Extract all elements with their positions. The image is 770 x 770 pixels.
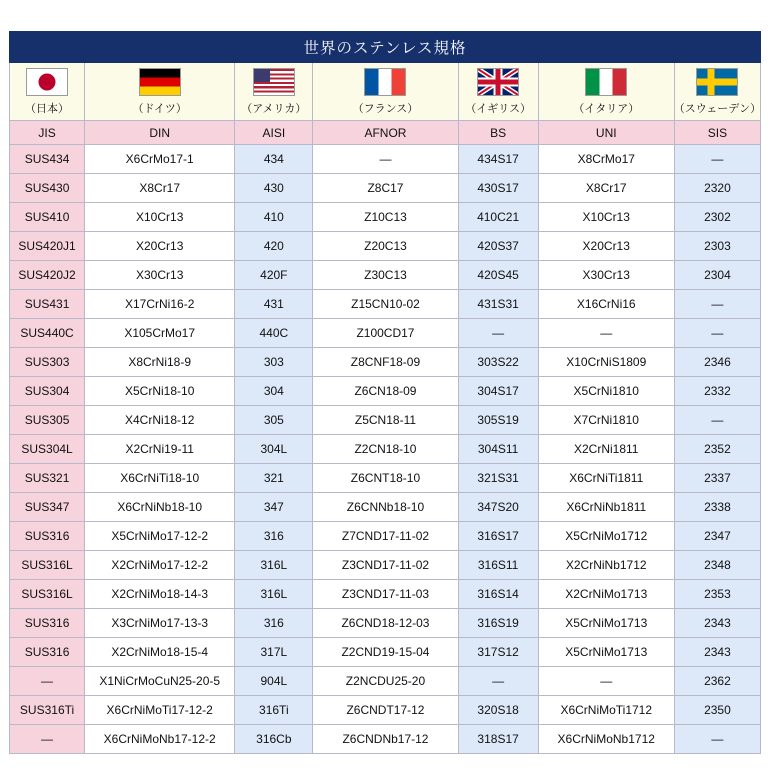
cell-afnor: Z6CNT18-10 — [313, 464, 458, 493]
cell-aisi: 321 — [235, 464, 313, 493]
flag-cell-italy — [538, 63, 674, 121]
cell-aisi: 316 — [235, 609, 313, 638]
cell-uni: X30Cr13 — [538, 261, 674, 290]
cell-aisi: 317L — [235, 638, 313, 667]
cell-uni: X8Cr17 — [538, 174, 674, 203]
table-row — [10, 580, 761, 609]
cell-afnor: Z6CNDNb17-12 — [313, 725, 458, 754]
cell-bs: 304S17 — [458, 377, 538, 406]
table-row — [10, 261, 761, 290]
table-row — [10, 290, 761, 319]
cell-sis: 2320 — [674, 174, 760, 203]
standard-name-aisi: AISI — [235, 121, 313, 145]
cell-aisi: 440C — [235, 319, 313, 348]
table-row — [10, 232, 761, 261]
cell-din: X3CrNiMo17-13-3 — [85, 609, 235, 638]
cell-uni: — — [538, 667, 674, 696]
cell-sis: 2332 — [674, 377, 760, 406]
table-container — [9, 31, 761, 754]
cell-jis: SUS347 — [10, 493, 85, 522]
cell-jis: SUS316L — [10, 580, 85, 609]
table-row — [10, 667, 761, 696]
cell-din: X5CrNi18-10 — [85, 377, 235, 406]
cell-jis: SUS430 — [10, 174, 85, 203]
cell-uni: X6CrNiMoNb1712 — [538, 725, 674, 754]
cell-jis: SUS420J2 — [10, 261, 85, 290]
cell-uni: X2CrNiNb1712 — [538, 551, 674, 580]
standard-name-afnor: AFNOR — [313, 121, 458, 145]
cell-uni: X2CrNi1811 — [538, 435, 674, 464]
fr-flag-icon — [364, 68, 406, 96]
cell-uni: X8CrMo17 — [538, 145, 674, 174]
cell-bs: 304S11 — [458, 435, 538, 464]
cell-aisi: 303 — [235, 348, 313, 377]
cell-sis: 2343 — [674, 638, 760, 667]
cell-bs: 434S17 — [458, 145, 538, 174]
page-title: 世界のステンレス規格 — [10, 32, 761, 63]
cell-sis: 2302 — [674, 203, 760, 232]
cell-sis: 2347 — [674, 522, 760, 551]
cell-afnor: Z6CN18-09 — [313, 377, 458, 406]
cell-aisi: 410 — [235, 203, 313, 232]
cell-sis: 2353 — [674, 580, 760, 609]
flag-cell-japan — [10, 63, 85, 121]
cell-bs: 316S17 — [458, 522, 538, 551]
cell-bs: 316S19 — [458, 609, 538, 638]
cell-jis: SUS316 — [10, 638, 85, 667]
cell-jis: SUS420J1 — [10, 232, 85, 261]
country-label-france: （フランス） — [352, 102, 419, 115]
cell-din: X17CrNi16-2 — [85, 290, 235, 319]
cell-afnor: Z30C13 — [313, 261, 458, 290]
cell-uni: X10CrNiS1809 — [538, 348, 674, 377]
cell-bs: 320S18 — [458, 696, 538, 725]
country-label-uk: （イギリス） — [465, 102, 531, 115]
cell-uni: X5CrNiMo1712 — [538, 522, 674, 551]
cell-din: X8Cr17 — [85, 174, 235, 203]
cell-bs: 430S17 — [458, 174, 538, 203]
cell-afnor: Z20C13 — [313, 232, 458, 261]
cell-jis: — — [10, 667, 85, 696]
cell-din: X4CrNi18-12 — [85, 406, 235, 435]
flag-cell-uk — [458, 63, 538, 121]
cell-din: X6CrNiMoNb17-12-2 — [85, 725, 235, 754]
cell-bs: 431S31 — [458, 290, 538, 319]
cell-sis: 2346 — [674, 348, 760, 377]
flag-cell-sweden — [674, 63, 760, 121]
cell-uni: X2CrNiMo1713 — [538, 580, 674, 609]
cell-afnor: — — [313, 145, 458, 174]
cell-din: X2CrNi19-11 — [85, 435, 235, 464]
country-label-japan: （日本） — [25, 102, 70, 115]
table-body — [10, 32, 761, 754]
cell-jis: SUS303 — [10, 348, 85, 377]
cell-sis: — — [674, 725, 760, 754]
cell-din: X6CrNiNb18-10 — [85, 493, 235, 522]
country-label-sweden: （スウェーデン） — [673, 102, 762, 115]
standard-header-row — [10, 121, 761, 145]
cell-jis: SUS410 — [10, 203, 85, 232]
table-row — [10, 406, 761, 435]
table-row — [10, 725, 761, 754]
table-row — [10, 551, 761, 580]
table-row — [10, 203, 761, 232]
cell-sis: 2304 — [674, 261, 760, 290]
table-row — [10, 493, 761, 522]
cell-din: X105CrMo17 — [85, 319, 235, 348]
cell-bs: 305S19 — [458, 406, 538, 435]
cell-sis: 2338 — [674, 493, 760, 522]
se-flag-icon — [696, 68, 738, 96]
standard-name-jis: JIS — [10, 121, 85, 145]
table-row — [10, 522, 761, 551]
cell-afnor: Z8CNF18-09 — [313, 348, 458, 377]
table-row — [10, 174, 761, 203]
world-stainless-standards-table — [9, 31, 761, 754]
jp-flag-icon — [26, 68, 68, 96]
cell-bs: — — [458, 319, 538, 348]
cell-sis: — — [674, 319, 760, 348]
cell-sis: 2362 — [674, 667, 760, 696]
cell-uni: X7CrNi1810 — [538, 406, 674, 435]
cell-bs: 303S22 — [458, 348, 538, 377]
cell-bs: 321S31 — [458, 464, 538, 493]
table-row — [10, 435, 761, 464]
cell-afnor: Z100CD17 — [313, 319, 458, 348]
standard-name-uni: UNI — [538, 121, 674, 145]
table-row — [10, 319, 761, 348]
cell-bs: 316S14 — [458, 580, 538, 609]
standard-name-bs: BS — [458, 121, 538, 145]
cell-afnor: Z6CNNb18-10 — [313, 493, 458, 522]
cell-aisi: 420 — [235, 232, 313, 261]
flag-cell-usa — [235, 63, 313, 121]
table-row — [10, 696, 761, 725]
standard-name-din: DIN — [85, 121, 235, 145]
cell-jis: SUS321 — [10, 464, 85, 493]
cell-afnor: Z6CNDT17-12 — [313, 696, 458, 725]
cell-afnor: Z8C17 — [313, 174, 458, 203]
cell-afnor: Z2NCDU25-20 — [313, 667, 458, 696]
cell-sis: 2337 — [674, 464, 760, 493]
country-label-usa: （アメリカ） — [241, 102, 307, 115]
cell-uni: — — [538, 319, 674, 348]
cell-uni: X6CrNiNb1811 — [538, 493, 674, 522]
cell-aisi: 431 — [235, 290, 313, 319]
cell-bs: 410C21 — [458, 203, 538, 232]
it-flag-icon — [585, 68, 627, 96]
cell-din: X30Cr13 — [85, 261, 235, 290]
table-row — [10, 464, 761, 493]
cell-jis: — — [10, 725, 85, 754]
cell-sis: — — [674, 406, 760, 435]
cell-jis: SUS316 — [10, 522, 85, 551]
cell-jis: SUS431 — [10, 290, 85, 319]
cell-sis: 2352 — [674, 435, 760, 464]
cell-sis: 2303 — [674, 232, 760, 261]
table-row — [10, 145, 761, 174]
cell-din: X5CrNiMo17-12-2 — [85, 522, 235, 551]
cell-afnor: Z3CND17-11-02 — [313, 551, 458, 580]
cell-afnor: Z2CND19-15-04 — [313, 638, 458, 667]
cell-afnor: Z5CN18-11 — [313, 406, 458, 435]
cell-din: X6CrMo17-1 — [85, 145, 235, 174]
table-row — [10, 348, 761, 377]
cell-sis: 2343 — [674, 609, 760, 638]
flag-cell-france — [313, 63, 458, 121]
cell-aisi: 904L — [235, 667, 313, 696]
cell-sis: — — [674, 290, 760, 319]
cell-uni: X5CrNiMo1713 — [538, 609, 674, 638]
cell-din: X2CrNiMo17-12-2 — [85, 551, 235, 580]
us-flag-icon — [253, 68, 295, 96]
cell-din: X8CrNi18-9 — [85, 348, 235, 377]
cell-aisi: 316Ti — [235, 696, 313, 725]
table-row — [10, 609, 761, 638]
cell-uni: X5CrNi1810 — [538, 377, 674, 406]
country-label-italy: （イタリア） — [573, 102, 640, 115]
cell-jis: SUS316Ti — [10, 696, 85, 725]
cell-din: X2CrNiMo18-14-3 — [85, 580, 235, 609]
country-label-germany: （ドイツ） — [132, 102, 187, 115]
cell-din: X20Cr13 — [85, 232, 235, 261]
cell-afnor: Z7CND17-11-02 — [313, 522, 458, 551]
cell-aisi: 316L — [235, 580, 313, 609]
cell-din: X6CrNiMoTi17-12-2 — [85, 696, 235, 725]
cell-aisi: 434 — [235, 145, 313, 174]
cell-afnor: Z6CND18-12-03 — [313, 609, 458, 638]
cell-bs: 318S17 — [458, 725, 538, 754]
cell-aisi: 304 — [235, 377, 313, 406]
cell-jis: SUS434 — [10, 145, 85, 174]
cell-uni: X16CrNi16 — [538, 290, 674, 319]
cell-din: X10Cr13 — [85, 203, 235, 232]
flag-cell-germany — [85, 63, 235, 121]
cell-jis: SUS304 — [10, 377, 85, 406]
cell-aisi: 304L — [235, 435, 313, 464]
table-row — [10, 377, 761, 406]
cell-afnor: Z15CN10-02 — [313, 290, 458, 319]
title-row — [10, 32, 761, 63]
cell-aisi: 316Cb — [235, 725, 313, 754]
cell-bs: 317S12 — [458, 638, 538, 667]
cell-afnor: Z3CND17-11-03 — [313, 580, 458, 609]
cell-bs: 420S45 — [458, 261, 538, 290]
cell-bs: 420S37 — [458, 232, 538, 261]
cell-jis: SUS316 — [10, 609, 85, 638]
cell-jis: SUS305 — [10, 406, 85, 435]
flag-row — [10, 63, 761, 121]
cell-aisi: 316L — [235, 551, 313, 580]
table-row — [10, 638, 761, 667]
cell-din: X6CrNiTi18-10 — [85, 464, 235, 493]
cell-uni: X6CrNiMoTi1712 — [538, 696, 674, 725]
cell-uni: X20Cr13 — [538, 232, 674, 261]
cell-jis: SUS316L — [10, 551, 85, 580]
cell-uni: X10Cr13 — [538, 203, 674, 232]
cell-bs: 347S20 — [458, 493, 538, 522]
cell-aisi: 420F — [235, 261, 313, 290]
cell-jis: SUS304L — [10, 435, 85, 464]
cell-aisi: 347 — [235, 493, 313, 522]
gb-flag-icon — [477, 68, 519, 96]
cell-bs: 316S11 — [458, 551, 538, 580]
cell-afnor: Z10C13 — [313, 203, 458, 232]
cell-bs: — — [458, 667, 538, 696]
cell-aisi: 430 — [235, 174, 313, 203]
cell-sis: 2350 — [674, 696, 760, 725]
cell-din: X1NiCrMoCuN25-20-5 — [85, 667, 235, 696]
cell-uni: X5CrNiMo1713 — [538, 638, 674, 667]
cell-sis: 2348 — [674, 551, 760, 580]
cell-aisi: 305 — [235, 406, 313, 435]
cell-afnor: Z2CN18-10 — [313, 435, 458, 464]
de-flag-icon — [139, 68, 181, 96]
cell-aisi: 316 — [235, 522, 313, 551]
cell-din: X2CrNiMo18-15-4 — [85, 638, 235, 667]
standard-name-sis: SIS — [674, 121, 760, 145]
cell-jis: SUS440C — [10, 319, 85, 348]
cell-sis: — — [674, 145, 760, 174]
cell-uni: X6CrNiTi1811 — [538, 464, 674, 493]
